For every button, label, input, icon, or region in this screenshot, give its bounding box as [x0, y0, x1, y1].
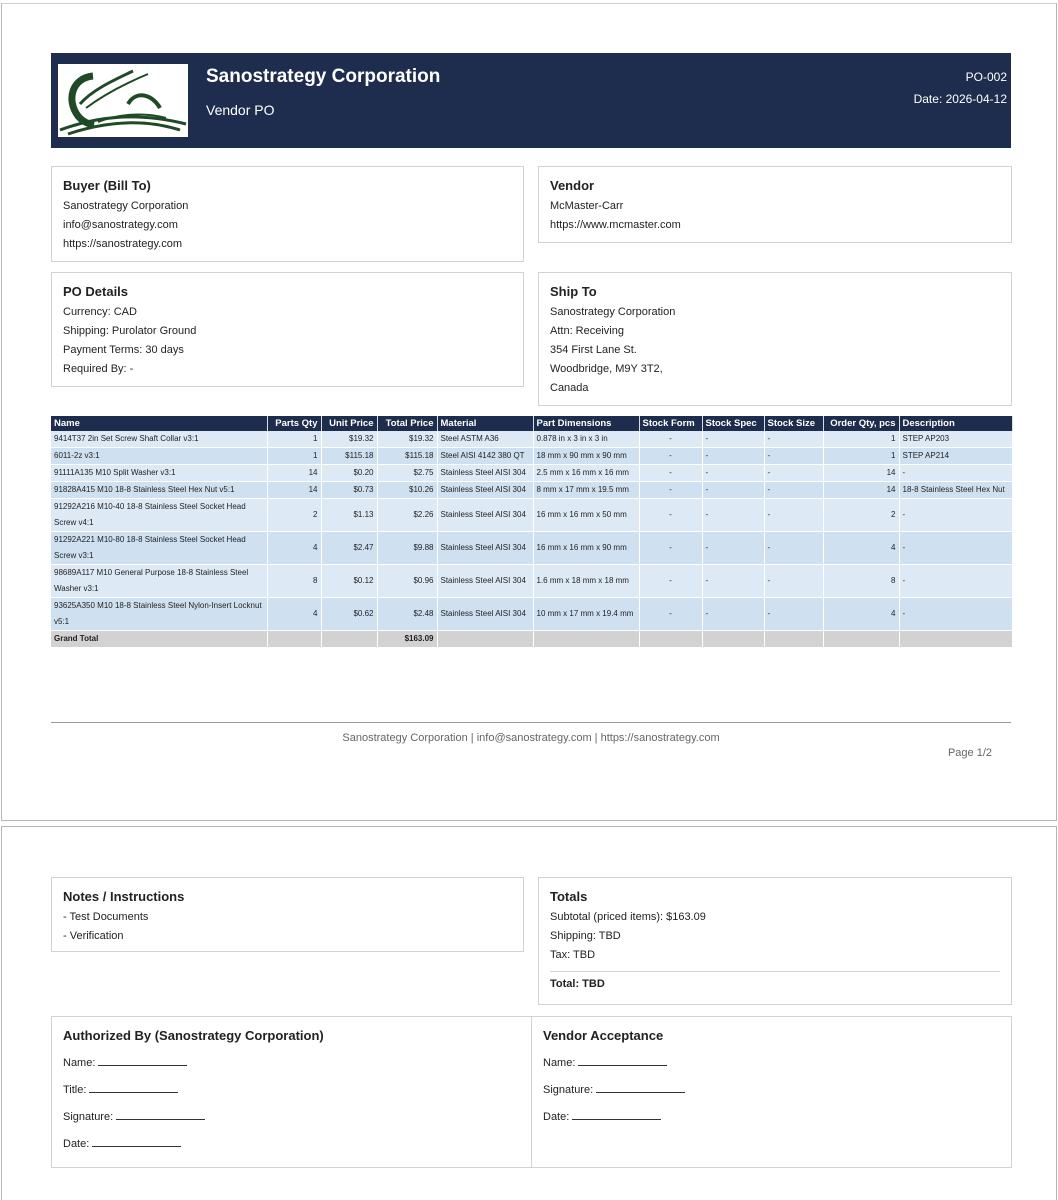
po-details-line: Payment Terms: 30 days: [63, 344, 184, 356]
cell-stock-size: -: [764, 465, 823, 482]
column-header: Name: [51, 416, 267, 431]
cell-parts-qty: 14: [267, 465, 321, 482]
cell-stock-form: -: [639, 499, 702, 532]
buyer-line: https://sanostrategy.com: [63, 238, 183, 250]
cell-order-qty: 1: [823, 448, 899, 465]
cell-stock-size: -: [764, 448, 823, 465]
cell-material: Stainless Steel AISI 304: [437, 565, 533, 598]
cell-description: -: [899, 465, 1012, 482]
cell-stock-size: -: [764, 482, 823, 499]
cell-stock-form: -: [639, 448, 702, 465]
cell-stock-form: -: [639, 431, 702, 448]
company-name: Sanostrategy Corporation: [206, 66, 441, 87]
empty-cell: [321, 631, 377, 648]
empty-cell: [639, 631, 702, 648]
po-date: Date: 2026-04-12: [913, 92, 1007, 106]
table-row: [51, 598, 1012, 631]
page-number: Page 1/2: [947, 747, 992, 759]
column-header: Unit Price: [321, 416, 377, 431]
cell-material: Stainless Steel AISI 304: [437, 499, 533, 532]
table-row: [51, 532, 1012, 565]
cell-total-price: $0.96: [377, 565, 437, 598]
cell-stock-size: -: [764, 565, 823, 598]
cell-total-price: $2.48: [377, 598, 437, 631]
po-details-line: Shipping: Purolator Ground: [63, 325, 197, 337]
ship-to-line: 354 First Lane St.: [550, 344, 637, 356]
cell-unit-price: $1.13: [321, 499, 377, 532]
cell-unit-price: $2.47: [321, 532, 377, 565]
table-header-row: [51, 416, 1012, 431]
table-row: [51, 465, 1012, 482]
po-details-line: Currency: CAD: [63, 306, 137, 318]
cell-stock-spec: -: [702, 565, 764, 598]
grand-total-value: $163.09: [377, 631, 437, 648]
notes-title: Notes / Instructions: [63, 889, 185, 904]
cell-part-dimensions: 8 mm x 17 mm x 19.5 mm: [533, 482, 639, 499]
cell-total-price: $115.18: [377, 448, 437, 465]
signature-field[interactable]: [63, 1048, 520, 1075]
field-label: Name:: [63, 1057, 96, 1069]
totals-title: Totals: [550, 889, 588, 904]
cell-name: 91292A216 M10-40 18-8 Stainless Steel Socket Head Screw v4:1: [51, 499, 267, 532]
cell-stock-size: -: [764, 431, 823, 448]
cell-part-dimensions: 10 mm x 17 mm x 19.4 mm: [533, 598, 639, 631]
company-logo: [58, 64, 188, 137]
ship-to-line: Canada: [550, 382, 589, 394]
column-header: Parts Qty: [267, 416, 321, 431]
cell-stock-spec: -: [702, 482, 764, 499]
cell-material: Steel ASTM A36: [437, 431, 533, 448]
cell-order-qty: 2: [823, 499, 899, 532]
cell-parts-qty: 1: [267, 448, 321, 465]
cell-stock-size: -: [764, 499, 823, 532]
table-row: [51, 499, 1012, 532]
cell-stock-spec: -: [702, 431, 764, 448]
signature-section: [51, 1016, 1012, 1168]
cell-stock-form: -: [639, 598, 702, 631]
cell-stock-form: -: [639, 565, 702, 598]
field-label: Name:: [543, 1057, 576, 1069]
cell-description: STEP AP203: [899, 431, 1012, 448]
field-label: Date:: [543, 1111, 570, 1123]
authorized-by-title: Authorized By (Sanostrategy Corporation): [63, 1028, 324, 1043]
notes-line: - Verification: [63, 930, 124, 942]
signature-field[interactable]: [63, 1129, 520, 1156]
blank-line: [89, 1081, 178, 1093]
cell-stock-spec: -: [702, 532, 764, 565]
cell-stock-form: -: [639, 482, 702, 499]
po-number: PO-002: [965, 70, 1007, 84]
table-row: [51, 565, 1012, 598]
cell-part-dimensions: 16 mm x 16 mm x 50 mm: [533, 499, 639, 532]
table-row: [51, 482, 1012, 499]
blank-line: [596, 1081, 685, 1093]
signature-field[interactable]: [63, 1075, 520, 1102]
cell-unit-price: $0.73: [321, 482, 377, 499]
field-label: Signature:: [63, 1111, 114, 1123]
cell-unit-price: $115.18: [321, 448, 377, 465]
buyer-card: [51, 166, 524, 262]
cell-stock-spec: -: [702, 598, 764, 631]
cell-part-dimensions: 2.5 mm x 16 mm x 16 mm: [533, 465, 639, 482]
blank-line: [92, 1135, 181, 1147]
column-header: Part Dimensions: [533, 416, 639, 431]
cell-parts-qty: 1: [267, 431, 321, 448]
empty-cell: [702, 631, 764, 648]
shipping-line: Shipping: TBD: [550, 930, 621, 942]
cell-unit-price: $0.12: [321, 565, 377, 598]
vendor-acceptance-block: [532, 1017, 1011, 1167]
blank-line: [572, 1108, 661, 1120]
cell-name: 9414T37 2in Set Screw Shaft Collar v3:1: [51, 431, 267, 448]
column-header: Stock Form: [639, 416, 702, 431]
column-header: Total Price: [377, 416, 437, 431]
signature-field[interactable]: [543, 1048, 1000, 1075]
cell-stock-spec: -: [702, 448, 764, 465]
cell-order-qty: 14: [823, 465, 899, 482]
blank-line: [98, 1054, 187, 1066]
footer-text: Sanostrategy Corporation | info@sanostrategy.com | https://sanostrategy.com: [342, 732, 720, 744]
cell-name: 98689A117 M10 General Purpose 18-8 Stainless Steel Washer v3:1: [51, 565, 267, 598]
cell-order-qty: 14: [823, 482, 899, 499]
cell-material: Stainless Steel AISI 304: [437, 482, 533, 499]
cell-stock-spec: -: [702, 499, 764, 532]
field-label: Title:: [63, 1084, 87, 1096]
field-label: Date:: [63, 1138, 90, 1150]
empty-cell: [764, 631, 823, 648]
cell-description: -: [899, 565, 1012, 598]
ship-to-title: Ship To: [550, 284, 597, 299]
cell-part-dimensions: 18 mm x 90 mm x 90 mm: [533, 448, 639, 465]
notes-line: - Test Documents: [63, 911, 149, 923]
buyer-title: Buyer (Bill To): [63, 178, 151, 193]
cell-description: STEP AP214: [899, 448, 1012, 465]
vendor-title: Vendor: [550, 178, 595, 193]
po-header: [51, 53, 1011, 148]
grand-total-label: Grand Total: [51, 631, 267, 648]
po-page-1: [1, 3, 1057, 821]
cell-unit-price: $19.32: [321, 431, 377, 448]
empty-cell: [823, 631, 899, 648]
column-header: Material: [437, 416, 533, 431]
empty-cell: [267, 631, 321, 648]
cell-description: -: [899, 499, 1012, 532]
cell-stock-size: -: [764, 598, 823, 631]
po-details-title: PO Details: [63, 284, 129, 299]
vendor-line: McMaster-Carr: [550, 200, 624, 212]
items-table: [51, 416, 1013, 648]
cell-material: Stainless Steel AISI 304: [437, 465, 533, 482]
cell-order-qty: 8: [823, 565, 899, 598]
buyer-line: Sanostrategy Corporation: [63, 200, 189, 212]
ship-to-line: Woodbridge, M9Y 3T2,: [550, 363, 663, 375]
cell-stock-form: -: [639, 465, 702, 482]
cell-parts-qty: 4: [267, 598, 321, 631]
cell-description: -: [899, 598, 1012, 631]
cell-unit-price: $0.62: [321, 598, 377, 631]
field-label: Signature:: [543, 1084, 594, 1096]
po-details-line: Required By: -: [63, 363, 134, 375]
buyer-line: info@sanostrategy.com: [63, 219, 178, 231]
empty-cell: [899, 631, 1012, 648]
total-line: Total: TBD: [550, 978, 605, 990]
cell-part-dimensions: 1.6 mm x 18 mm x 18 mm: [533, 565, 639, 598]
cell-description: 18-8 Stainless Steel Hex Nut: [899, 482, 1012, 499]
cell-part-dimensions: 16 mm x 16 mm x 90 mm: [533, 532, 639, 565]
cell-total-price: $10.26: [377, 482, 437, 499]
ship-to-line: Attn: Receiving: [550, 325, 624, 337]
blank-line: [578, 1054, 667, 1066]
tax-line: Tax: TBD: [550, 949, 596, 961]
grand-total-row: [51, 631, 1012, 648]
footer-divider: [51, 722, 1011, 723]
empty-cell: [437, 631, 533, 648]
cell-total-price: $9.88: [377, 532, 437, 565]
column-header: Description: [899, 416, 1012, 431]
po-page-2: [1, 826, 1057, 1200]
sanostrategy-logo-icon: [58, 64, 188, 137]
notes-card: [51, 877, 524, 952]
cell-parts-qty: 8: [267, 565, 321, 598]
cell-parts-qty: 14: [267, 482, 321, 499]
cell-total-price: $2.26: [377, 499, 437, 532]
table-row: [51, 431, 1012, 448]
cell-name: 93625A350 M10 18-8 Stainless Steel Nylon-Insert Locknut v5:1: [51, 598, 267, 631]
cell-order-qty: 4: [823, 598, 899, 631]
cell-name: 6011-2z v3:1: [51, 448, 267, 465]
cell-total-price: $2.75: [377, 465, 437, 482]
column-header: Stock Size: [764, 416, 823, 431]
vendor-acceptance-title: Vendor Acceptance: [543, 1028, 664, 1043]
signature-field[interactable]: [543, 1075, 1000, 1102]
cell-total-price: $19.32: [377, 431, 437, 448]
column-header: Stock Spec: [702, 416, 764, 431]
blank-line: [116, 1108, 205, 1120]
cell-order-qty: 1: [823, 431, 899, 448]
document-type: Vendor PO: [206, 102, 275, 118]
cell-name: 91292A221 M10-80 18-8 Stainless Steel Socket Head Screw v3:1: [51, 532, 267, 565]
empty-cell: [533, 631, 639, 648]
subtotal-line: Subtotal (priced items): $163.09: [550, 911, 706, 923]
cell-name: 91828A415 M10 18-8 Stainless Steel Hex Nut v5:1: [51, 482, 267, 499]
cell-material: Stainless Steel AISI 304: [437, 532, 533, 565]
po-details-card: [51, 272, 524, 387]
cell-name: 91111A135 M10 Split Washer v3:1: [51, 465, 267, 482]
cell-unit-price: $0.20: [321, 465, 377, 482]
vendor-line: https://www.mcmaster.com: [550, 219, 681, 231]
table-row: [51, 448, 1012, 465]
cell-part-dimensions: 0.878 in x 3 in x 3 in: [533, 431, 639, 448]
authorized-by-block: [52, 1017, 532, 1167]
cell-material: Steel AISI 4142 380 QT: [437, 448, 533, 465]
cell-stock-spec: -: [702, 465, 764, 482]
cell-order-qty: 4: [823, 532, 899, 565]
cell-stock-form: -: [639, 532, 702, 565]
cell-description: -: [899, 532, 1012, 565]
ship-to-line: Sanostrategy Corporation: [550, 306, 676, 318]
totals-card: [538, 877, 1012, 1005]
signature-field[interactable]: [543, 1102, 1000, 1129]
ship-to-card: [538, 272, 1012, 406]
signature-field[interactable]: [63, 1102, 520, 1129]
column-header: Order Qty, pcs: [823, 416, 899, 431]
cell-material: Stainless Steel AISI 304: [437, 598, 533, 631]
cell-stock-size: -: [764, 532, 823, 565]
cell-parts-qty: 2: [267, 499, 321, 532]
cell-parts-qty: 4: [267, 532, 321, 565]
vendor-card: [538, 166, 1012, 243]
